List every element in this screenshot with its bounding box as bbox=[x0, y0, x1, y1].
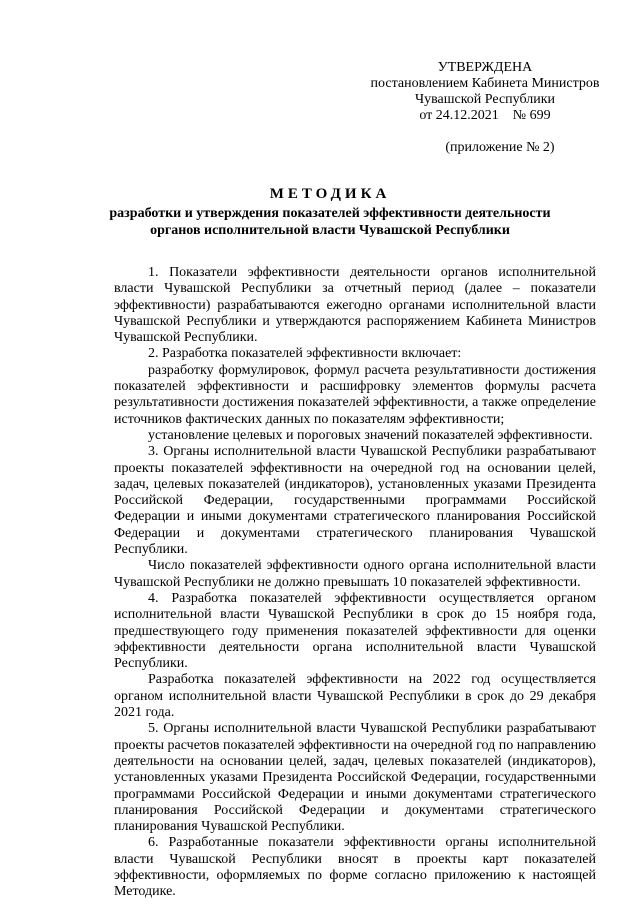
appendix-note: (приложение № 2) bbox=[445, 140, 555, 155]
document-body bbox=[114, 265, 596, 901]
paragraph-7: 4. Разработка показателей эффективности осуществляется органом исполнительной власти Чувашской Республики в срок до 15 ноября года, предшествующего году применения показателей эффективности для оценки эффективности деятельности органа исполнительной власти Чувашской Республики. bbox=[114, 590, 596, 672]
approval-status: УТВЕРЖДЕНА bbox=[437, 60, 533, 75]
document-subtitle-2: органов исполнительной власти Чувашской Республики bbox=[150, 223, 510, 238]
paragraph-4: установление целевых и пороговых значений показателей эффективности. bbox=[148, 427, 593, 443]
paragraph-5: 3. Органы исполнительной власти Чувашской Республики разрабатывают проекты показателей эффективности на очередной год на основании целей, задач, целевых показателей (индикаторов), установленных указами Президента Российской Федерации, государственными программами Российской Федерации и иными документами стратегического планирования Российской Федерации и документами стратегического планирования Чувашской Республики. bbox=[114, 444, 596, 558]
paragraph-1: 1. Показатели эффективности деятельности органов исполнительной власти Чувашской Республики за отчетный период (далее – показатели эффективности) разрабатываются ежегодно органами исполнительной власти Чувашской Республики и утверждаются распоряжением Кабинета Министров Чувашской Республики. bbox=[114, 265, 596, 346]
approval-date-number: от 24.12.2021 № 699 bbox=[419, 108, 551, 123]
approval-line-1: постановлением Кабинета Министров bbox=[370, 76, 600, 91]
document-title: МЕТОДИКА bbox=[269, 186, 391, 202]
document-subtitle-1: разработки и утверждения показателей эффективности деятельности bbox=[109, 206, 551, 221]
paragraph-2: 2. Разработка показателей эффективности включает: bbox=[148, 346, 462, 362]
approval-line-2: Чувашской Республики bbox=[414, 92, 556, 107]
paragraph-10: 6. Разработанные показатели эффективности органы исполнительной власти Чувашской Республики вносят в проекты карт показателей эффективности, оформляемых по форме согласно приложению к настоящей Методике. bbox=[114, 835, 596, 900]
paragraph-8: Разработка показателей эффективности на 2022 год осуществляется органом исполнительной власти Чувашской Республики в срок до 29 декабря 2021 года. bbox=[114, 672, 596, 721]
paragraph-3: разработку формулировок, формул расчета результативности достижения показателей эффективности и расшифровку элементов формулы расчета результативности достижения показателей эффективности, а также определение источников фактических данных по показателям эффективности; bbox=[114, 362, 596, 427]
paragraph-9: 5. Органы исполнительной власти Чувашской Республики разрабатывают проекты расчетов показателей эффективности на очередной год по направлению деятельности на основании целей, задач, целевых показателей (индикаторов), установленных указами Президента Российской Федерации, государственными программами Российской Федерации и иными документами стратегического планирования Российской Федерации и документами стратегического планирования Чувашской Республики. bbox=[114, 721, 597, 835]
paragraph-6: Число показателей эффективности одного органа исполнительной власти Чувашской Республики не должно превышать 10 показателей эффективности. bbox=[114, 558, 596, 590]
document-heading bbox=[90, 186, 570, 239]
approval-stamp bbox=[365, 60, 605, 124]
